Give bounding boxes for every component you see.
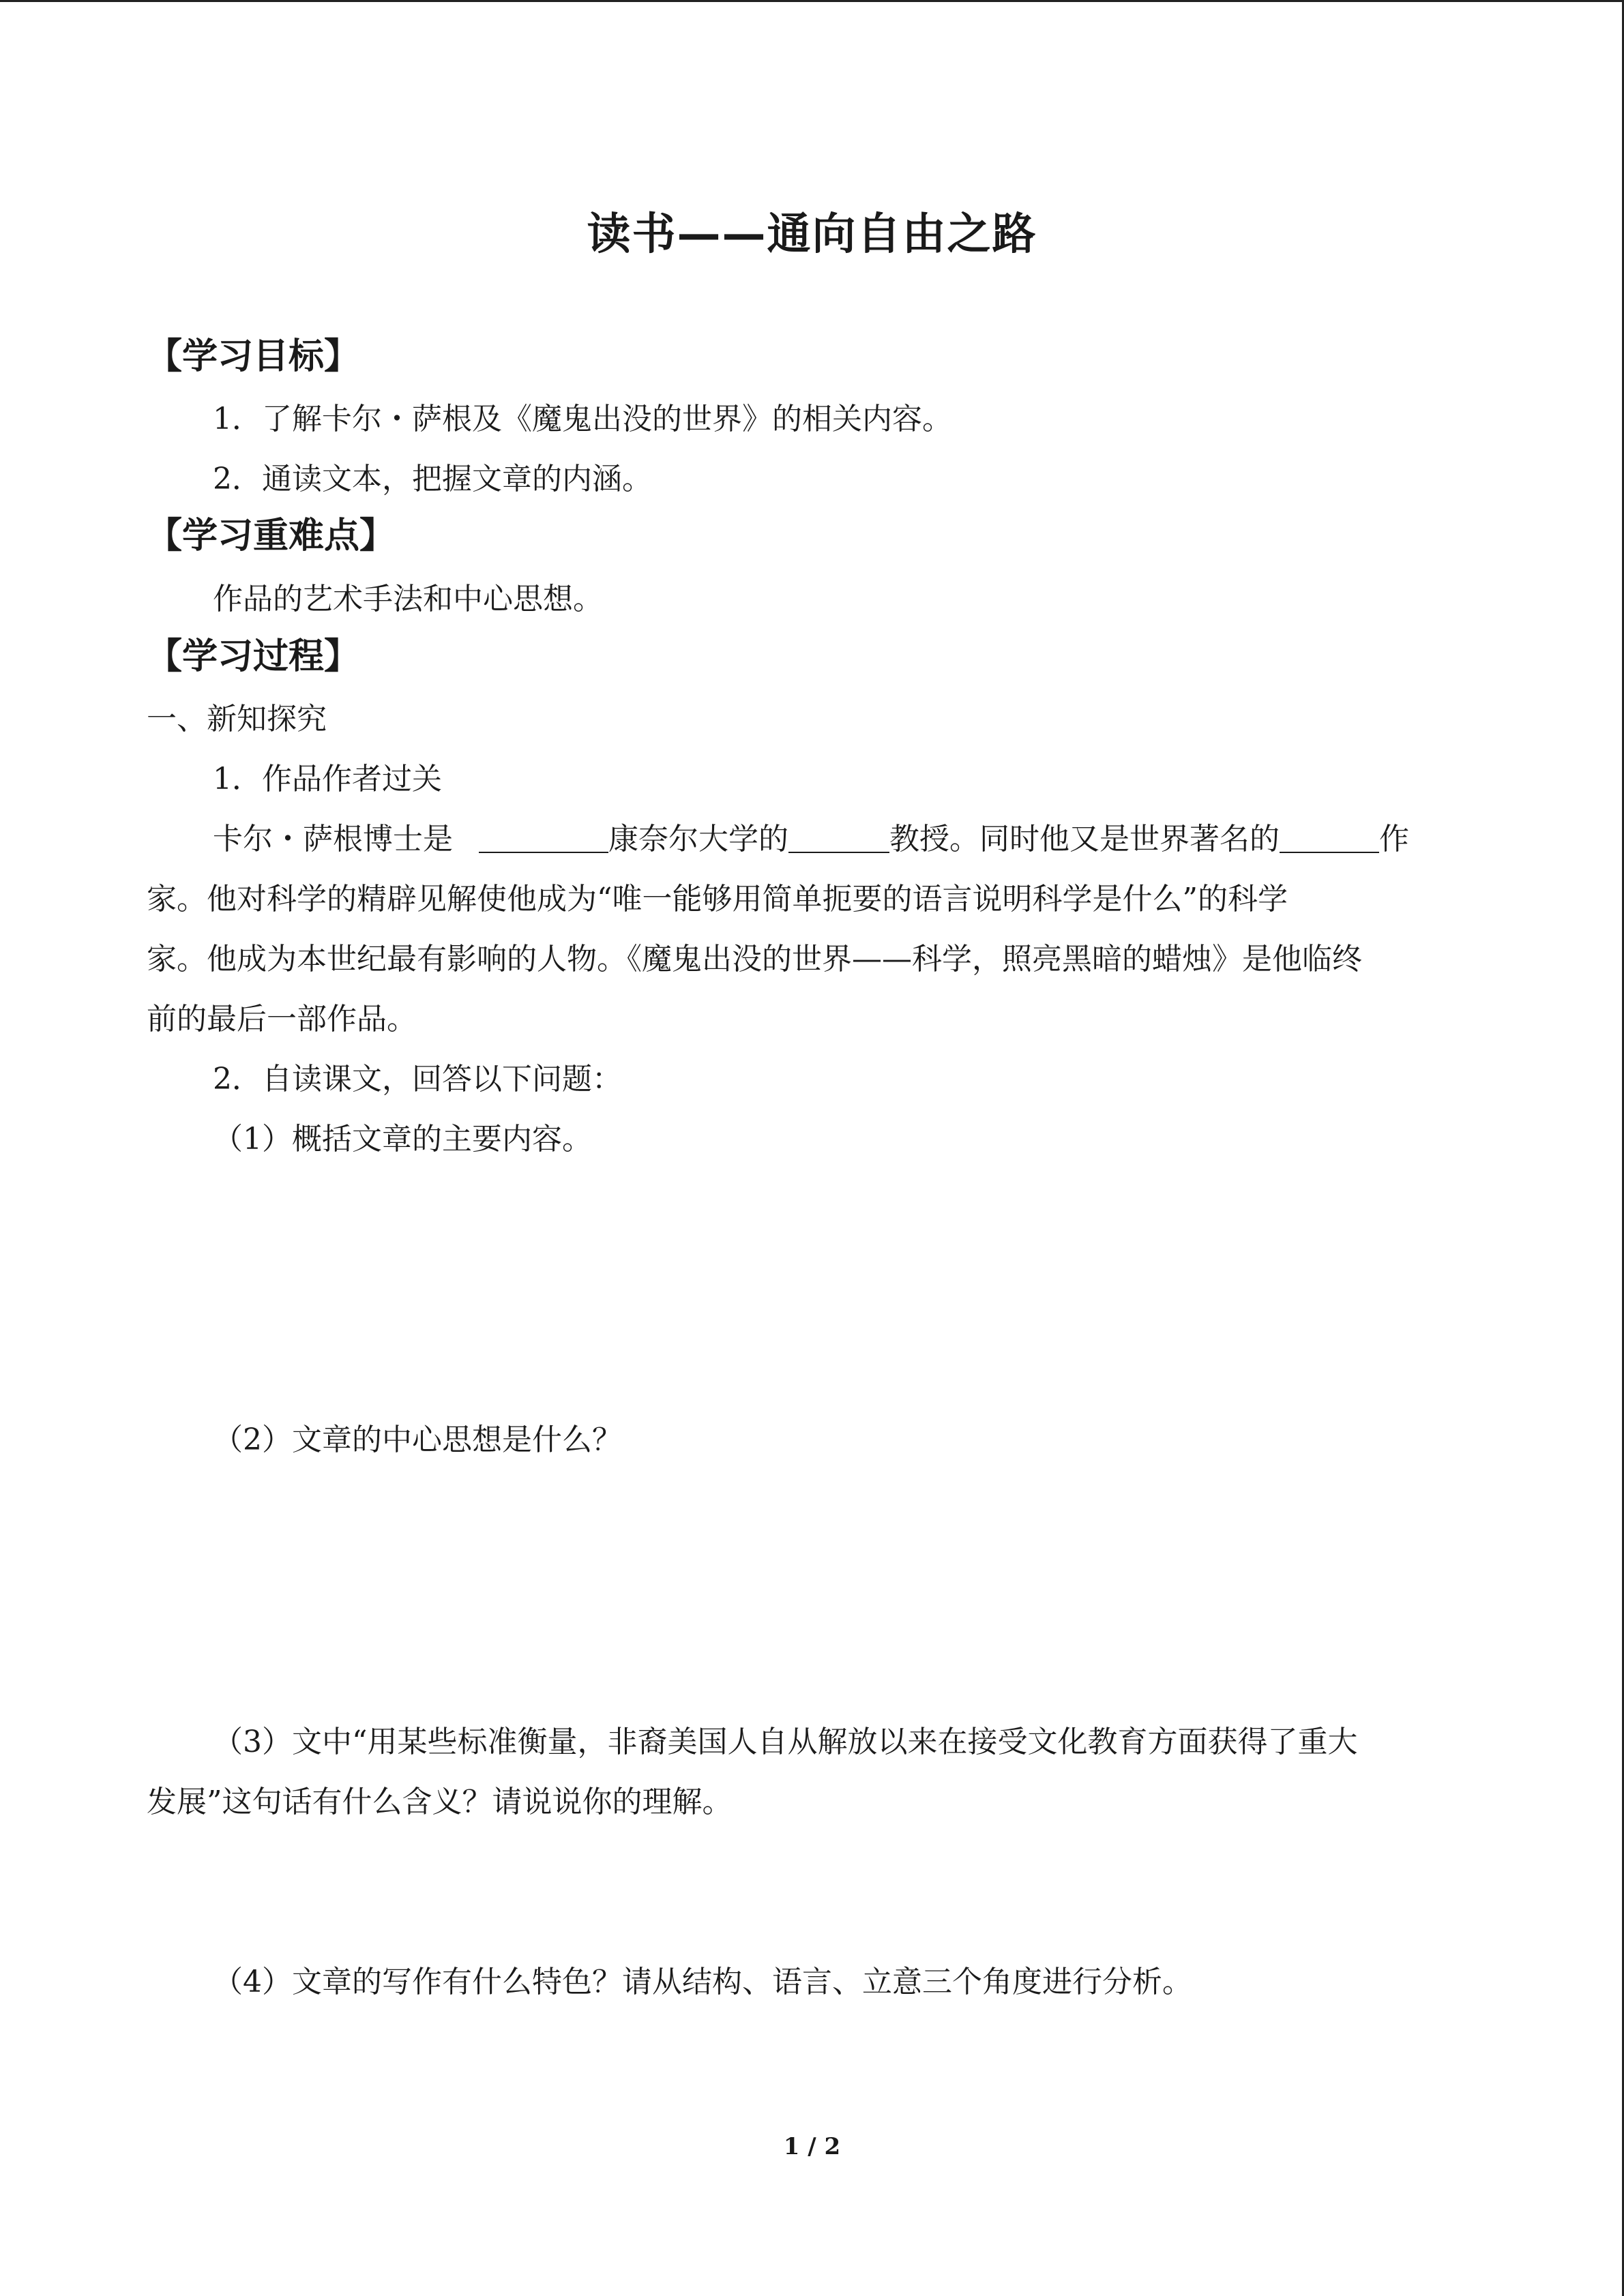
question-3-line-2: 发展”这句话有什么含义？请说说你的理解。	[147, 1785, 733, 1819]
para-text-a: 卡尔・萨根博士是	[213, 822, 453, 856]
part-one-heading: 一、新知探究	[147, 702, 327, 736]
heading-learning-process: 【学习过程】	[147, 636, 360, 677]
heading-learning-goals: 【学习目标】	[147, 336, 360, 377]
blank-2	[788, 824, 889, 853]
paragraph-line-2: 家。他对科学的精辟见解使他成为“唯一能够用简单扼要的语言说明科学是什么”的科学	[147, 882, 1288, 916]
key-points-text: 作品的艺术手法和中心思想。	[213, 582, 603, 616]
document-title: 读书——通向自由之路	[587, 209, 1037, 260]
page-number: 1 / 2	[783, 2133, 841, 2160]
goal-item-2: 2．通读文本，把握文章的内涵。	[213, 462, 652, 496]
blank-1	[479, 824, 608, 853]
para-text-b: 康奈尔大学的	[608, 822, 788, 856]
item-2-heading: 2．自读课文，回答以下问题：	[213, 1062, 622, 1097]
question-3-line-1: （3）文中“用某些标准衡量，非裔美国人自从解放以来在接受文化教育方面获得了重大	[213, 1725, 1358, 1759]
item-1-heading: 1．作品作者过关	[213, 762, 442, 796]
fill-in-paragraph-line-1	[213, 814, 1409, 858]
paragraph-line-4: 前的最后一部作品。	[147, 1002, 417, 1037]
question-2: （2）文章的中心思想是什么？	[213, 1422, 622, 1457]
para-text-c: 教授。同时他又是世界著名的	[889, 822, 1280, 856]
question-1: （1）概括文章的主要内容。	[213, 1122, 592, 1157]
para-text-d: 作	[1379, 822, 1409, 856]
heading-key-points: 【学习重难点】	[147, 516, 396, 556]
paragraph-line-3: 家。他成为本世纪最有影响的人物。《魔鬼出没的世界——科学，照亮黑暗的蜡烛》是他临终	[147, 942, 1362, 976]
question-4: （4）文章的写作有什么特色？请从结构、语言、立意三个角度进行分析。	[213, 1965, 1192, 1999]
goal-item-1: 1．了解卡尔・萨根及《魔鬼出没的世界》的相关内容。	[213, 402, 952, 436]
blank-3	[1280, 824, 1379, 853]
